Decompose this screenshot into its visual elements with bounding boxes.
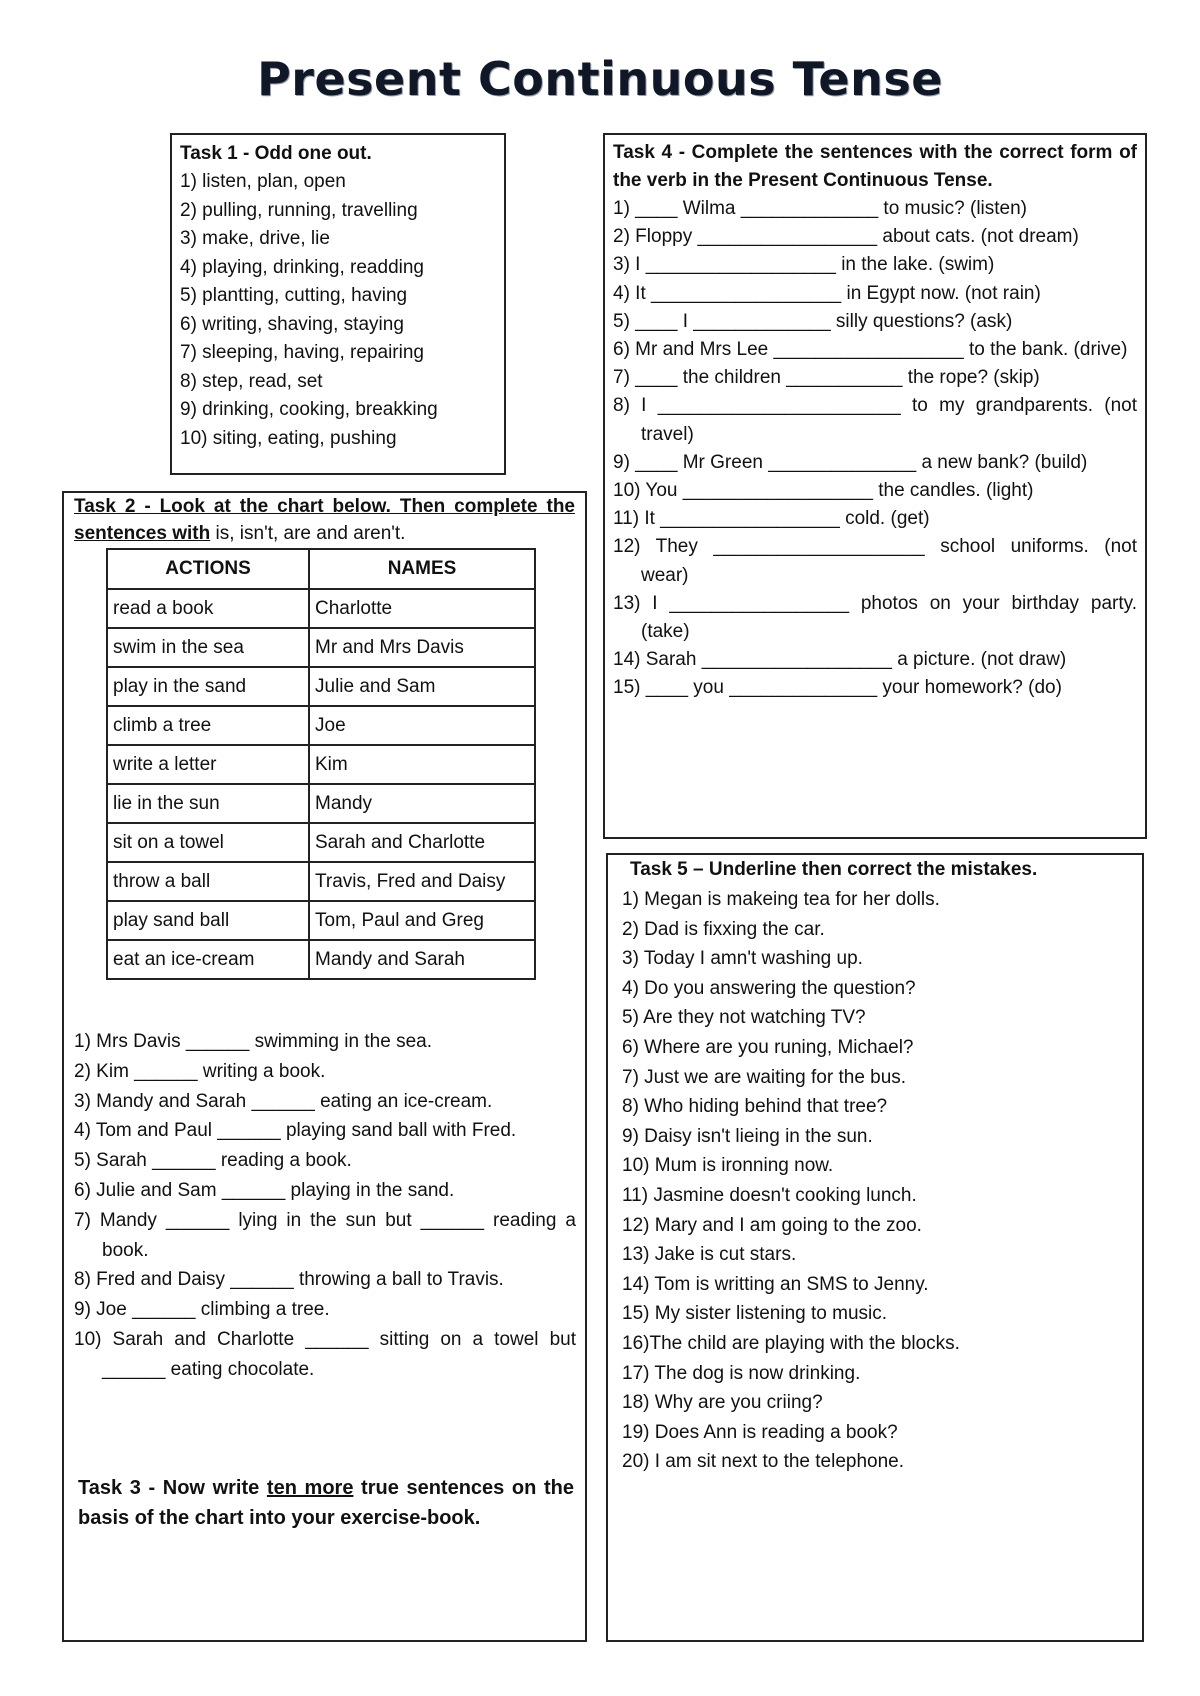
- list-item: 4) Do you answering the question?: [622, 977, 916, 999]
- task4-box: [603, 133, 1147, 839]
- list-item: 17) The dog is now drinking.: [622, 1362, 861, 1384]
- list-item: 9) Joe ______ climbing a tree.: [74, 1299, 330, 1321]
- name-cell: Mandy: [309, 784, 535, 823]
- list-item: 6) Where are you runing, Michael?: [622, 1036, 914, 1058]
- list-item: 7) sleeping, having, repairing: [180, 342, 424, 363]
- action-cell: play in the sand: [107, 667, 309, 706]
- list-item: 10) siting, eating, pushing: [180, 427, 397, 449]
- list-item: 5) Sarah ______ reading a book.: [74, 1150, 352, 1172]
- name-cell: Sarah and Charlotte: [309, 823, 535, 862]
- table-header-row: [107, 549, 535, 589]
- action-cell: sit on a towel: [107, 823, 309, 862]
- name-cell: Mr and Mrs Davis: [309, 628, 535, 667]
- list-item: 3) Mandy and Sarah ______ eating an ice-cream.: [74, 1090, 493, 1112]
- action-cell: lie in the sun: [107, 784, 309, 823]
- name-cell: Joe: [309, 706, 535, 745]
- action-cell: climb a tree: [107, 706, 309, 745]
- action-cell: eat an ice-cream: [107, 940, 309, 979]
- table-row: [107, 706, 535, 745]
- list-item: 3) make, drive, lie: [180, 228, 330, 249]
- list-item: 5) plantting, cutting, having: [180, 285, 408, 306]
- list-item: 3) I __________________ in the lake. (swim): [613, 254, 995, 276]
- list-item: 19) Does Ann is reading a book?: [622, 1421, 898, 1443]
- list-item: 13) Jake is cut stars.: [622, 1244, 797, 1266]
- list-item: 8) Who hiding behind that tree?: [622, 1096, 888, 1118]
- list-item: 3) Today I amn't washing up.: [622, 948, 863, 970]
- list-item: 7) Mandy ______ lying in the sun but ______ reading a book.: [74, 1209, 576, 1261]
- list-item: 9) drinking, cooking, breakking: [180, 399, 438, 420]
- list-item: 14) Tom is writting an SMS to Jenny.: [622, 1273, 929, 1295]
- list-item: 5) ____ I _____________ silly questions? (ask): [613, 310, 1013, 332]
- table-row: [107, 667, 535, 706]
- list-item: 2) Floppy _________________ about cats. (not dream): [613, 226, 1079, 248]
- name-cell: Kim: [309, 745, 535, 784]
- task2-sentences: [74, 1027, 576, 1385]
- list-item: 7) ____ the children ___________ the rope? (skip): [613, 367, 1040, 389]
- list-item: 14) Sarah __________________ a picture. (not draw): [613, 649, 1067, 671]
- name-cell: Travis, Fred and Daisy: [309, 862, 535, 901]
- list-item: 9) ____ Mr Green ______________ a new bank? (build): [613, 451, 1088, 473]
- list-item: 12) They ____________________ school uniforms. (not wear): [613, 536, 1137, 586]
- list-item: 1) ____ Wilma _____________ to music? (listen): [613, 198, 1028, 219]
- name-cell: Julie and Sam: [309, 667, 535, 706]
- list-item: 2) pulling, running, travelling: [180, 199, 418, 221]
- table-row: [107, 745, 535, 784]
- list-item: 7) Just we are waiting for the bus.: [622, 1066, 907, 1088]
- list-item: 8) step, read, set: [180, 370, 323, 392]
- table-row: [107, 784, 535, 823]
- task3-underlined: ten more: [266, 1477, 354, 1499]
- list-item: 6) writing, shaving, staying: [180, 313, 404, 335]
- task2-heading-rest: is, isn't, are and aren't.: [210, 523, 406, 544]
- task5-heading: Task 5 – Underline then correct the mistakes.: [630, 859, 1038, 880]
- task5-list: [622, 885, 1128, 1477]
- table-row: [107, 901, 535, 940]
- list-item: 9) Daisy isn't lieing in the sun.: [622, 1125, 873, 1147]
- names-actions-table: [106, 548, 536, 980]
- page-title: Present Continuous Tense: [257, 52, 943, 106]
- task5-box: [606, 853, 1144, 1642]
- task2-heading-bold: Task 2 - Look at the chart below. Then complete the sentences with: [74, 496, 575, 544]
- list-item: 4) It __________________ in Egypt now. (not rain): [613, 282, 1041, 304]
- list-item: 10) Sarah and Charlotte ______ sitting on a towel but ______ eating chocolate.: [74, 1328, 576, 1380]
- task4-list: [613, 195, 1137, 703]
- table-row: [107, 823, 535, 862]
- list-item: 1) Mrs Davis ______ swimming in the sea.: [74, 1031, 432, 1052]
- task3-text-after: true sentences on the basis of the chart into your exercise-book.: [78, 1477, 574, 1529]
- list-item: 11) It _________________ cold. (get): [613, 508, 930, 530]
- list-item: 16)The child are playing with the blocks.: [622, 1332, 960, 1354]
- list-item: 20) I am sit next to the telephone.: [622, 1451, 905, 1473]
- table-row: [107, 589, 535, 628]
- task3-instruction: [78, 1473, 574, 1533]
- table-row: [107, 862, 535, 901]
- task4-heading: Task 4 - Complete the sentences with the correct form of the verb in the Present Continuous Tense.: [613, 142, 1137, 191]
- list-item: 15) My sister listening to music.: [622, 1303, 888, 1325]
- list-item: 1) listen, plan, open: [180, 171, 346, 192]
- action-cell: play sand ball: [107, 901, 309, 940]
- list-item: 11) Jasmine doesn't cooking lunch.: [622, 1184, 917, 1206]
- column-header-names: NAMES: [309, 549, 535, 589]
- name-cell: Tom, Paul and Greg: [309, 901, 535, 940]
- name-cell: Charlotte: [309, 589, 535, 628]
- list-item: 4) playing, drinking, readding: [180, 256, 424, 278]
- list-item: 15) ____ you ______________ your homework? (do): [613, 677, 1062, 699]
- action-cell: write a letter: [107, 745, 309, 784]
- list-item: 4) Tom and Paul ______ playing sand ball with Fred.: [74, 1120, 517, 1142]
- task1-heading: Task 1 - Odd one out.: [180, 143, 372, 164]
- list-item: 6) Julie and Sam ______ playing in the sand.: [74, 1179, 455, 1201]
- table-row: [107, 628, 535, 667]
- action-cell: throw a ball: [107, 862, 309, 901]
- list-item: 8) I _______________________ to my grandparents. (not travel): [613, 395, 1137, 445]
- list-item: 2) Kim ______ writing a book.: [74, 1060, 326, 1082]
- list-item: 18) Why are you criing?: [622, 1392, 823, 1414]
- column-header-actions: ACTIONS: [107, 549, 309, 589]
- action-cell: swim in the sea: [107, 628, 309, 667]
- task2-heading: [74, 493, 575, 547]
- table-row: [107, 940, 535, 979]
- name-cell: Mandy and Sarah: [309, 940, 535, 979]
- list-item: 13) I _________________ photos on your birthday party. (take): [613, 592, 1137, 643]
- list-item: 8) Fred and Daisy ______ throwing a ball to Travis.: [74, 1269, 504, 1291]
- list-item: 2) Dad is fixxing the car.: [622, 918, 825, 940]
- list-item: 10) You __________________ the candles. (light): [613, 480, 1034, 502]
- list-item: 5) Are they not watching TV?: [622, 1007, 866, 1029]
- list-item: 10) Mum is ironning now.: [622, 1155, 834, 1177]
- task2-box: [62, 491, 587, 1642]
- task1-list: [180, 168, 496, 453]
- task1-box: [170, 133, 506, 475]
- list-item: 6) Mr and Mrs Lee __________________ to the bank. (drive): [613, 339, 1128, 361]
- list-item: 1) Megan is makeing tea for her dolls.: [622, 889, 940, 910]
- list-item: 12) Mary and I am going to the zoo.: [622, 1214, 922, 1236]
- action-cell: read a book: [107, 589, 309, 628]
- task3-text-before: Task 3 - Now write: [78, 1477, 267, 1499]
